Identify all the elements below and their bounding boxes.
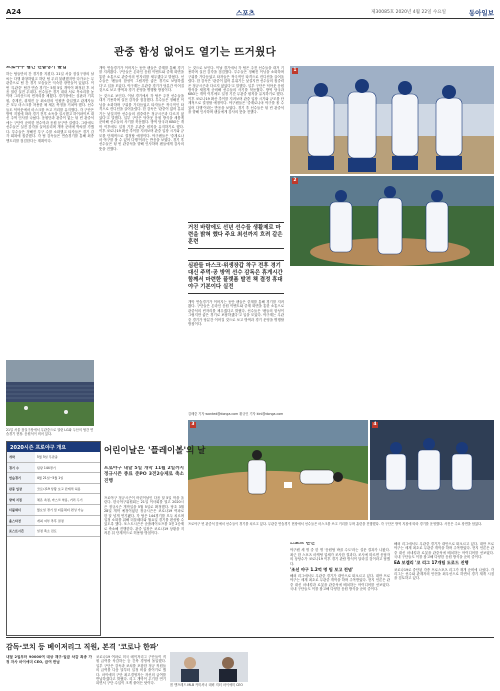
box-title: 2020시즌 프로야구 개요 <box>7 442 100 452</box>
story-text: 야구팬 세 명 중 한 명 '응원팀 바꿀 수도'라는 설문 결과가 나왔다. 최근 한 스포츠 마케팅 업체가 조사한 결과다. 조사에 따르면 응답자의 상당수가 코로나19 이후 경기 관람 방식이 달라질 것이라고 답했다. <box>290 548 390 566</box>
table-value: 개최 여부 추후 결정 <box>35 515 100 526</box>
story-kicker: 프로야구 팀간 연습경기 돌입 <box>6 66 67 70</box>
table-value: 월요일 경기 및 더블헤더 편성 가능 <box>35 504 100 515</box>
story-text: 는 것으로 보인다. 이날 경기에서 각 팀은 주전 선수들을 대거 기용하며 실전 감각을 점검했다. 투수들은 정해진 이닝을 소화하며 구위를 가다듬었고 타자들은 적극적인 타격으로 컨디션을 끌어올렸다. 한 감독은 '관중이 없어 분위기는 낯설지만 선수들의 집중력은 정규시즌과 다르지 않았다'고 말했다. 일부 구단은 덕아웃 응원 방식을 새롭게 준비해 선수들의 사기를 북돋웠다. 방역 당국과 KBO는 개막 이후에도 일정 기간 무관중 원칙을 유지하기로 했다. 이후 코로나19 확산 추이를 지켜보며 관중 입장 시기와 규모를 단계적으로 결정할 예정이다. 야구팬들은 '중계로나마 야구를 볼 수 있어 다행'이라는 반응을 보였다. 경기 후 선수들은 텅 빈 관중석을 향해 인사하며 팬들에게 감사의 뜻을 전했다. <box>99 93 184 151</box>
table-value: 일정 축소 검토 <box>35 526 100 537</box>
photo-number: 2 <box>293 178 297 183</box>
photo-caption-small: 21일 서울 잠실구장에서 무관중으로 열린 LG와 두산의 팀간 연습경기 현장. 응원석이 비어 있다. <box>6 428 94 436</box>
table-key: 방역 지침 <box>7 494 35 505</box>
table-key: 더블헤더 <box>7 504 35 515</box>
pull-quote-1: 거친 바람에도 선년 선수들 생활제로 마련을 밝혀 했다 주요 최선까지 흐려 같은 훈련 <box>188 222 284 249</box>
page-header <box>6 6 494 19</box>
story2-text <box>104 496 184 634</box>
story-text: 개막 연습경기가 이어지는 동안 팬들은 중계를 통해 경기를 지켜봤다. 구단들은 온라인 응원 이벤트와 중계 화면을 통한 소통으로 관중석의 빈자리를 채우겠다고 밝혔다. 선수들은 '팬들의 함성이 그립지만 좋은 경기로 보답하겠다'고 입을 모았다. 야구계는 무관중 경기가 당분간 이어질 것으로 보고 방역과 경기 운영을 병행할 방침이다. <box>188 300 284 327</box>
story-column-2 <box>99 66 184 446</box>
photo-number: 4 <box>373 422 377 427</box>
story-column-3 <box>188 66 284 218</box>
briefs-kicker: 스포츠 단신 <box>290 542 315 546</box>
issue-meta: 제30085호 2020년 4월 22일 수요일 <box>371 10 446 15</box>
table-key: 포스트시즌 <box>7 526 35 537</box>
table-row <box>7 515 100 526</box>
table-row <box>7 494 100 505</box>
photo-stands <box>6 360 94 426</box>
story3-text: 코로나19 여파로 미국 메이저리그 구단들이 직원 급여를 삭감하는 등 긴축 경영에 돌입했다. 일부 구단은 감독과 코치를 포함한 정규 직원들의 급여를 다음 달부터 일정 비율 줄이기로 했다. 마이애미 구단 최고경영자는 자신의 급여를 반납하겠다고 밝혔다. 리그 개막이 무기한 연기되면서 구단 수입이 크게 줄어든 탓이다. <box>96 655 166 686</box>
table-key: 개막 <box>7 452 35 462</box>
story-column-3b <box>188 300 284 410</box>
page-number: A24 <box>6 8 22 16</box>
story-text: 개막 연습경기가 이어지는 동안 팬들은 중계를 통해 경기를 지켜봤다. 구단들은 온라인 응원 이벤트와 중계 화면을 통한 소통으로 관중석의 빈자리를 채우겠다고 밝혔다. 선수들은 '팬들의 함성이 그립지만 좋은 경기로 보답하겠다'고 입을 모았다. 야구계는 무관중 경기가 당분간 이어질 것으로 보고 방역과 경기 운영을 병행할 방침이다. <box>99 66 184 93</box>
newspaper-logo: 동아일보 <box>468 8 494 17</box>
photo-number: 3 <box>191 422 195 427</box>
story2-subhead: 프로야구 내달 5일 개막 11월 2일까지 정규시즌 종료 준PO 3전2승제로 축소 진행 <box>104 466 184 484</box>
table-row <box>7 526 100 537</box>
story-text: 하는 팀들만의 간 경기를 지켰다. 21일 서울 잠실구장의 날씨는 다행 화창하였고 하던 팀 무리 불펜했지만 다가오는 무관중으로 팀 간 경기 모습들은 익숙한 장면들이 있었다. 이번 '무관중' 팀간 연습 경기는 5월 5일 개막이 확정된 후 처음 열린 실전 무대다. 선수들은 경기 내내 서로 목소리를 높이며 그라운드의 빈자리를 채웠다. 경기장에는 심판과 기록원, 중계진, 취재진 등 최소한의 인원만 출입했고 관계자들은 모두 마스크를 착용한 채 체온 측정을 거쳐야 했다. 선수들도 덕아웃에서 마스크를 쓰고 거리를 유지했다. 각 구단은 방역 지침에 따라 경기 전후 소독을 실시했고 하이파이브 대신 주먹 인사를 나눴다. 응원단과 관중이 없는 텅 빈 관중석에는 구단이 준비한 현수막과 응원 문구만 걸렸다. 그럼에도 선수들은 실전 감각을 끌어올리며 개막 준비에 박차를 가했다. 투수들은 정해진 투구 수를 소화했고 타자들은 경기 감각 회복에 집중했다. 각 팀 감독들은 연습경기를 통해 최종 엔트리를 점검한다는 계획이다. <box>6 72 94 143</box>
main-headline: 관중 함성 없어도 열기는 뜨거웠다 <box>113 46 277 58</box>
table-row <box>7 473 100 484</box>
briefs-subhead-2: EA 보겔리 '코 리그 17개팀 도로드 진행 <box>394 560 469 566</box>
photo-players-1 <box>290 66 494 174</box>
table-key: 올스타전 <box>7 515 35 526</box>
story2-headline: 어린이날은 '플레이볼'의 날 <box>104 446 206 456</box>
story-text: 해외 리그에서도 무관중 경기가 대안으로 떠오르고 있다. 대만 프로야구는 세계 최초로 무관중 개막을 하며 주목받았다. 현지 언론은 관중 대신 마네킹과 로봇을 관중석에 배치하는 아이디어를 선보였다. 국내 구단들도 이를 참고해 다양한 응원 방식을 준비 중이다. <box>394 542 494 560</box>
story3-headline: 감독·코치 등 베이저리그 직원, 본격 '코로나 한파' <box>6 643 159 651</box>
story-text: 는 것으로 보인다. 이날 경기에서 각 팀은 주전 선수들을 대거 기용하며 실전 감각을 점검했다. 투수들은 정해진 이닝을 소화하며 구위를 가다듬었고 타자들은 적극적인 타격으로 컨디션을 끌어올렸다. 한 감독은 '관중이 없어 분위기는 낯설지만 선수들의 집중력은 정규시즌과 다르지 않았다'고 말했다. 일부 구단은 덕아웃 응원 방식을 새롭게 준비해 선수들의 사기를 북돋웠다. 방역 당국과 KBO는 개막 이후에도 일정 기간 무관중 원칙을 유지하기로 했다. 이후 코로나19 확산 추이를 지켜보며 관중 입장 시기와 규모를 단계적으로 결정할 예정이다. 야구팬들은 '중계로나마 야구를 볼 수 있어 다행'이라는 반응을 보였다. 경기 후 선수들은 텅 빈 관중석을 향해 인사하며 팬들에게 감사의 뜻을 전했다. <box>188 66 284 115</box>
story-column-1 <box>6 66 94 356</box>
table-value: 5월 5일 무관중 <box>35 452 100 462</box>
photo-executives <box>170 652 248 682</box>
table-key: 연습경기 <box>7 473 35 484</box>
story-text: 코로나19로 중단된 각종 프로스포츠 리그가 재개 준비에 나섰다. 각 리그는 선수와 관계자의 안전을 최우선으로 하면서 경기 재개 시점을 검토하고 있다. <box>394 567 494 581</box>
table-key: 경기 수 <box>7 462 35 473</box>
story-text: 프로야구 정규시즌이 어린이날인 다음 달 5일 막을 올린다. 한국야구위원회는 21일 이사회를 열고 2020시즌 정규시즌 개막일을 5월 5일로 확정했다. 당초 3월 28일 개막 예정이었던 정규시즌은 코로나19 여파로 한 달 넘게 연기됐다. 각 팀은 144경기를 모두 치르며 일정 소화를 위해 더블헤더와 월요일 경기를 편성할 수 있도록 했다. 포스트시즌은 준플레이오프를 3전 2승제로 축소해 진행한다. 관중 입장은 코로나19 상황을 지켜본 뒤 단계적으로 허용할 방침이다. <box>104 496 184 536</box>
table-value: 팀당 144경기 <box>35 462 100 473</box>
photo-caption-main: 프로야구 빈 관중석 앞에서 선수들이 경기를 치르고 있다. 무관중 연습경기 현장에서 선수들은 마스크를 쓰고 거리를 두며 훈련을 진행했다. 각 구단은 방역 지침에 따라 경기를 운영했다. 사진은 주요 장면을 담았다. <box>188 522 483 526</box>
table-value: 체온 측정, 마스크 착용, 거리 두기 <box>35 494 100 505</box>
table-row <box>7 483 100 494</box>
season-overview-box <box>6 441 101 636</box>
briefs-column-2 <box>394 542 494 689</box>
table-value: 코로나19 상황 보고 단계적 허용 <box>35 483 100 494</box>
byline: 김배중 기자 wanted@donga.com 황규인 기자 kini@donga.com <box>188 412 284 416</box>
photo-slide <box>188 420 368 520</box>
photo-players-2 <box>290 176 494 266</box>
overview-table <box>7 452 100 537</box>
photo-number: 1 <box>293 68 297 73</box>
photo-bench <box>370 420 494 520</box>
briefs-column-1 <box>290 542 390 689</box>
table-key: 관중 입장 <box>7 483 35 494</box>
story-text: 해외 리그에서도 무관중 경기가 대안으로 떠오르고 있다. 대만 프로야구는 세계 최초로 무관중 개막을 하며 주목받았다. 현지 언론은 관중 대신 마네킹과 로봇을 관중석에 배치하는 아이디어를 선보였다. 국내 구단들도 이를 참고해 다양한 응원 방식을 준비 중이다. <box>290 573 390 592</box>
table-row <box>7 452 100 462</box>
section-title: 스포츠 <box>236 8 255 17</box>
table-row <box>7 462 100 473</box>
briefs-subhead: '조선 야구 1.2억 명 팀 보고 전념' <box>290 566 354 572</box>
table-value: 4월 21일~5월 1일 <box>35 473 100 484</box>
story3-subhead: 내달 2일부터 90000여 대상 재구·일급 삭감 최종 가정 자사 마이애미 CEO, 급여 반납 <box>6 655 92 664</box>
story3-photo-caption: 롭 맨프레드 MLB 커미셔너 데릭 지터 마이애미 CEO <box>170 683 243 687</box>
pull-quote-2: 심판들 마스크·위생장갑 착구 전후 경기 대신 주먹·공 방역 선수 감독은 휴게시간 함께서 마련한 플랫폼 발전 책 결정 휴대 야구 기본이다 실전 <box>188 260 284 294</box>
table-row <box>7 504 100 515</box>
